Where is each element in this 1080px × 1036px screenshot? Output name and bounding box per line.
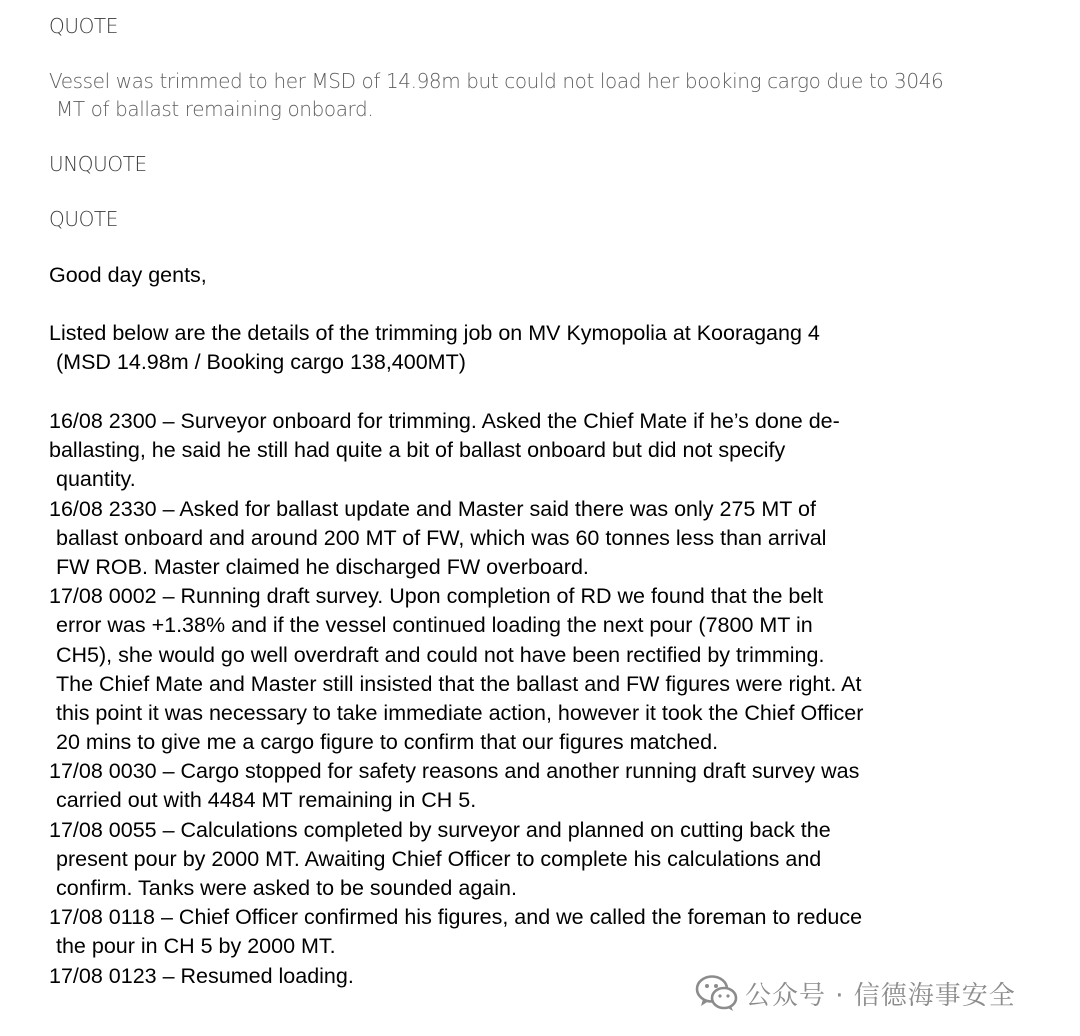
summary-paragraph (49, 67, 943, 123)
log-entry (49, 495, 863, 583)
log-line: present pour by 2000 MT. Awaiting Chief Officer to complete his calculations and (56, 846, 822, 871)
log-line: 17/08 0002 – Running draft survey. Upon completion of RD we found that the belt (49, 584, 824, 609)
log-line: error was +1.38% and if the vessel continued loading the next pour (7800 MT in (56, 613, 813, 638)
log-line: 17/08 0030 – Cargo stopped for safety reasons and another running draft survey was (49, 759, 860, 784)
log-entry (49, 903, 863, 961)
intro-line: (MSD 14.98m / Booking cargo 138,400MT) (56, 350, 466, 375)
log-line: the pour in CH 5 by 2000 MT. (56, 934, 336, 959)
log-entry (49, 582, 863, 757)
log-line: ballast onboard and around 200 MT of FW, which was 60 tonnes less than arrival (56, 525, 827, 550)
log-line: 16/08 2300 – Surveyor onboard for trimming. Asked the Chief Mate if he’s done de- (49, 409, 840, 433)
intro-line: Listed below are the details of the trimming job on MV Kymopolia at Kooragang 4 (49, 321, 820, 345)
summary-line: MT of ballast remaining onboard. (56, 97, 374, 121)
log-line: CH5), she would go well overdraft and could not have been rectified by trimming. (56, 642, 825, 667)
log-line: ballasting, he said he still had quite a bit of ballast onboard but did not specify (49, 438, 786, 463)
watermark-text: 公众号 · 信德海事安全 (745, 980, 1016, 1011)
wechat-icon (695, 973, 739, 1013)
log-entry (49, 757, 863, 815)
unquote-header: UNQUOTE (49, 152, 147, 176)
log-line: 20 mins to give me a cargo figure to confirm that our figures matched. (56, 730, 719, 755)
log-line: 16/08 2330 – Asked for ballast update and Master said there was only 275 MT of (49, 496, 816, 521)
watermark (695, 973, 1016, 1013)
log-line: 17/08 0123 – Resumed loading. (49, 963, 354, 988)
log-line: 17/08 0118 – Chief Officer confirmed his figures, and we called the foreman to reduce (49, 905, 863, 930)
log-line: carried out with 4484 MT remaining in CH 5. (56, 788, 477, 813)
log-line: The Chief Mate and Master still insisted that the ballast and FW figures were right. At (56, 671, 862, 696)
greeting: Good day gents, (49, 263, 207, 287)
quote-header: QUOTE (49, 207, 118, 231)
quote-header: QUOTE (49, 14, 118, 38)
intro-paragraph (49, 319, 820, 377)
log-line: confirm. Tanks were asked to be sounded again. (56, 876, 517, 900)
summary-line: Vessel was trimmed to her MSD of 14.98m but could not load her booking cargo due to 3046 (49, 69, 944, 93)
log-line: 17/08 0055 – Calculations completed by surveyor and planned on cutting back the (49, 817, 831, 842)
log-line: this point it was necessary to take immediate action, however it took the Chief Officer (56, 700, 864, 725)
log-entry (49, 407, 863, 495)
log-line: quantity. (56, 467, 136, 492)
log-entry (49, 816, 863, 904)
log-entries (49, 407, 863, 991)
log-line: FW ROB. Master claimed he discharged FW overboard. (56, 554, 589, 579)
